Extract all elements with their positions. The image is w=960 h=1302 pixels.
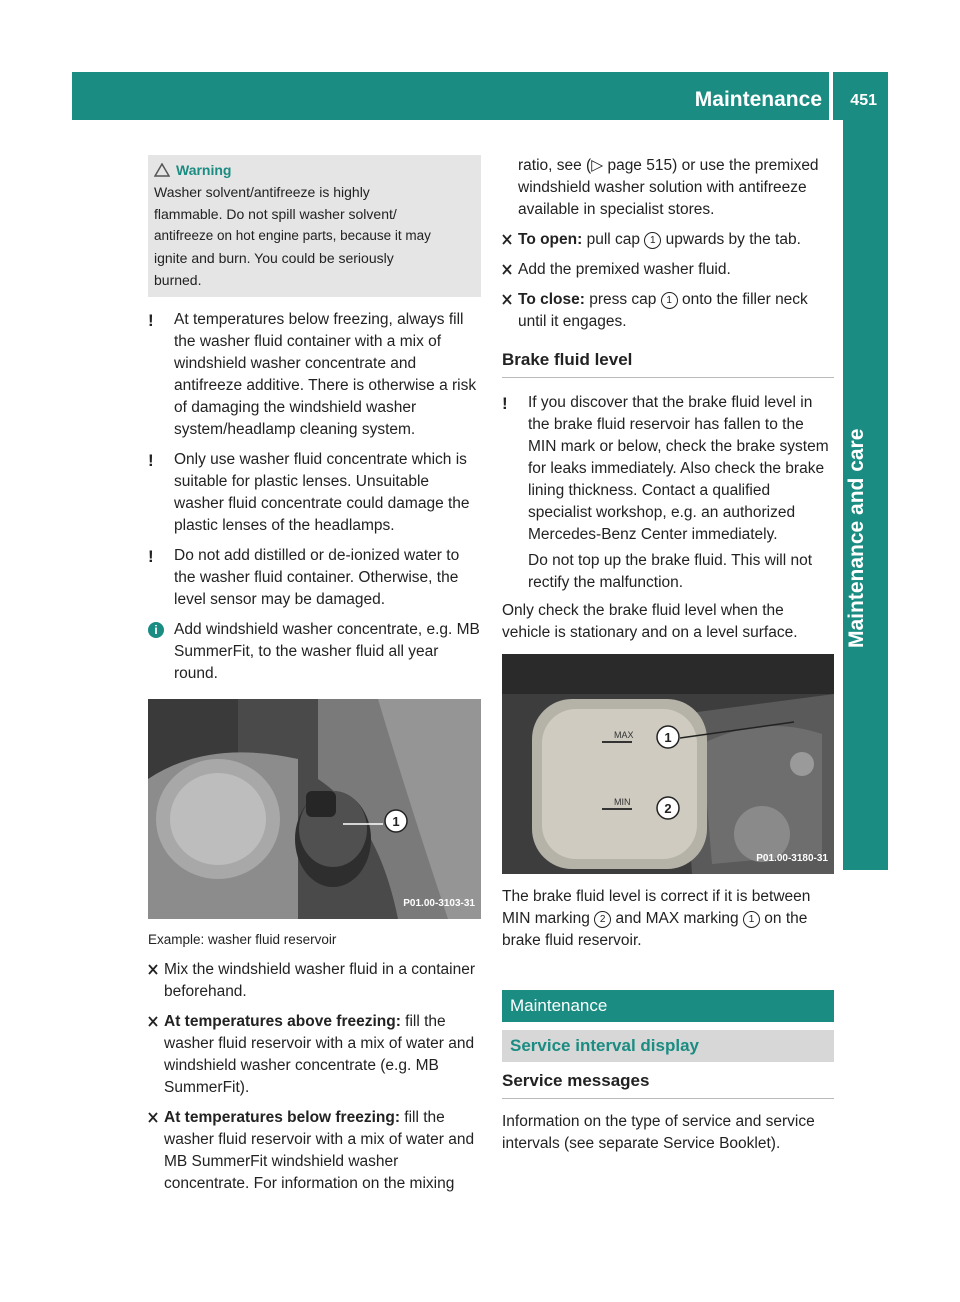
step-bold: At temperatures above freezing: [164,1013,401,1030]
step-open [502,229,834,251]
step-arrow-icon [502,264,512,275]
step-text: press cap [584,291,661,308]
photo-callout-1: 1 [664,730,672,745]
page-title: Maintenance [694,88,822,111]
brake-reservoir-photo [502,654,834,874]
note-text: At temperatures below freezing, always fill the washer fluid container with a mix of windshield washer concentrate and antifreeze additive. There is otherwise a risk of damaging the windshield washer system/headlamp cleaning system. [174,311,477,438]
page-number: 451 [850,92,877,109]
header-divider [829,72,833,120]
note-plastic-lenses [148,449,481,537]
photo-callout-1: 1 [392,814,400,829]
step-arrow-icon [148,1112,158,1123]
step-arrow-icon [148,1016,158,1027]
mixing-continuation: ratio, see (▷ page 515) or use the premixed windshield washer solution with antifreeze available in specialist stores. [518,157,819,218]
side-tab-marker [843,710,888,756]
info-summerfit [148,619,481,685]
brake-fluid-heading: Brake fluid level [502,349,834,378]
info-text: Add windshield washer concentrate, e.g. MB SummerFit, to the washer fluid all year round. [174,621,480,682]
step-above-freezing [148,1011,481,1099]
warning-triangle-icon [154,163,170,177]
step-arrow-icon [148,964,158,975]
section-heading: Maintenance [502,990,834,1022]
step-text: upwards by the tab. [661,231,801,248]
warning-line: antifreeze on hot engine parts, because it may [154,228,431,243]
callout-number: 1 [661,292,678,309]
warning-line: burned. [154,272,202,288]
brake-check-para: Only check the brake fluid level when the vehicle is stationary and on a level surface. [502,602,798,641]
note-text: Only use washer fluid concentrate which is suitable for plastic lenses. Unsuitable washer fluid concentrate could damage the plastic lenses of the headlamps. [174,451,470,534]
max-mark-label: MAX [614,730,634,740]
washer-reservoir-illustration [148,699,481,919]
min-mark-label: MIN [614,797,631,807]
step-below-freezing [148,1107,481,1195]
callout-number: 1 [743,911,760,928]
step-mix [148,959,481,1003]
warning-line: ignite and burn. You could be seriously [154,250,394,266]
brake-reservoir-illustration [502,654,834,874]
exclamation-icon: ! [148,311,154,330]
service-messages-para: Information on the type of service and service intervals (see separate Service Booklet). [502,1113,815,1152]
photo-callout-2: 2 [664,801,672,816]
right-column [502,155,834,1155]
step-text: Mix the windshield washer fluid in a container beforehand. [164,961,476,1000]
step-arrow-icon [502,294,512,305]
level-correct-para [502,886,834,952]
callout-number: 2 [594,911,611,928]
step-text: fill the washer fluid reservoir with a mix of water and MB SummerFit windshield washer concentrate. For information on the mixing [164,1109,475,1192]
note-text: Do not add distilled or de-ionized water to the washer fluid container. Otherwise, the level sensor may be damaged. [174,547,460,608]
step-text: pull cap [582,231,645,248]
para-text: and MAX marking [611,910,743,927]
step-add-fluid [502,259,834,281]
warning-box [148,155,481,297]
step-bold: To close: [518,291,585,308]
step-text: fill the washer fluid reservoir with a mix of water and windshield washer concentrate (e.g. MB SummerFit). [164,1013,475,1096]
warning-heading [154,159,475,181]
info-icon: i [148,622,164,638]
warning-title: Warning [176,162,232,178]
para-text: on the brake fluid reservoir. [502,910,808,949]
exclamation-icon: ! [148,451,154,470]
step-bold: To open: [518,231,583,248]
header-bar [72,72,888,120]
step-close [502,289,834,333]
step-arrow-icon [502,234,512,245]
step-bold: At temperatures below freezing: [164,1109,400,1126]
photo-caption: Example: washer fluid reservoir [148,932,337,947]
photo-code: P01.00-3103-31 [403,898,475,909]
callout-number: 1 [644,232,661,249]
note-text: Do not top up the brake fluid. This will not rectify the malfunction. [528,552,813,591]
note-freezing [148,309,481,441]
washer-reservoir-photo [148,699,481,919]
step-text: Add the premixed washer fluid. [518,261,731,278]
step-text: onto the filler neck until it engages. [518,291,808,330]
service-messages-heading: Service messages [502,1070,834,1099]
exclamation-icon: ! [148,547,154,566]
warning-line: Washer solvent/antifreeze is highly [154,184,370,200]
subsection-heading: Service interval display [502,1030,834,1062]
left-column [148,155,481,1195]
note-distilled-water [148,545,481,611]
exclamation-icon: ! [502,394,508,413]
photo-code: P01.00-3180-31 [756,853,828,864]
note-brake-fluid [502,392,834,594]
para-text: The brake fluid level is correct if it is between MIN marking [502,888,811,927]
warning-line: flammable. Do not spill washer solvent/ [154,206,397,222]
note-text: If you discover that the brake fluid level in the brake fluid reservoir has fallen to the MIN mark or below, check the brake system for leaks immediately. Also check the brake lining thickness. Contact a qualified specialist workshop, e.g. an authorized Mercedes-Benz Center immediately. [528,394,829,543]
side-tab-label: Maintenance and care [845,428,868,648]
